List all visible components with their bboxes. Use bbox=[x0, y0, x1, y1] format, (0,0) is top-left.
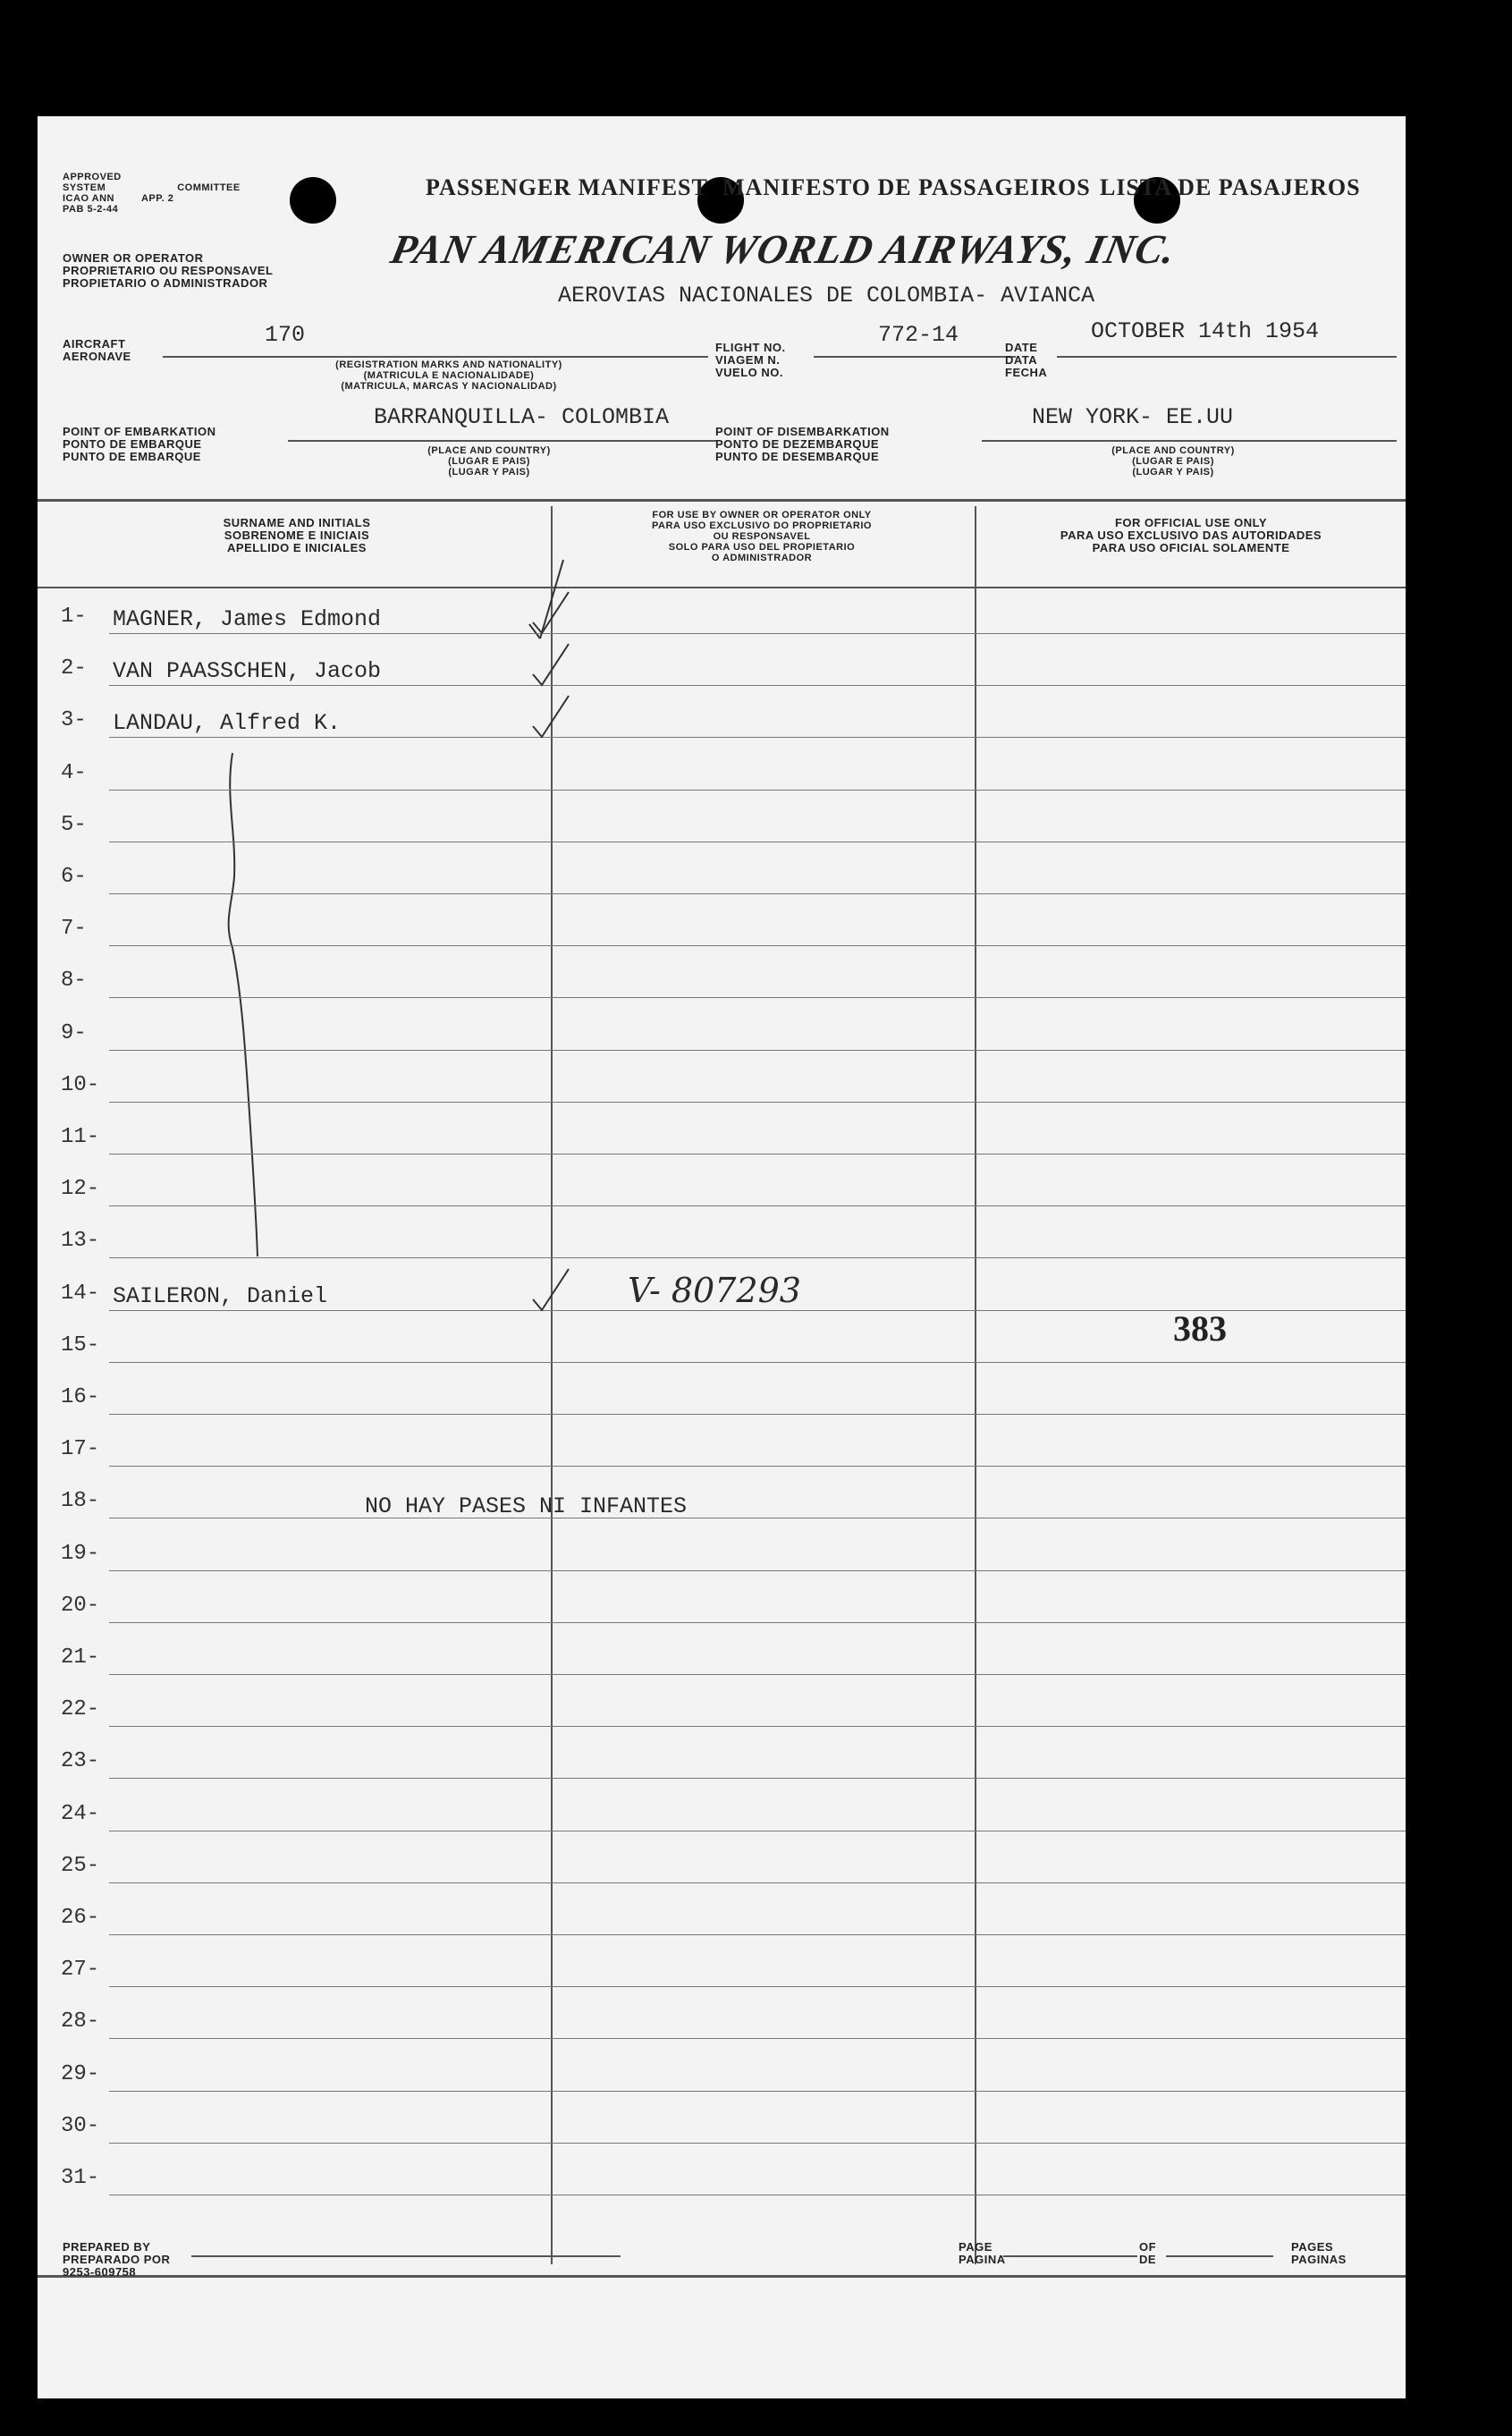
row-line bbox=[109, 1726, 1406, 1727]
row-line bbox=[109, 685, 1406, 686]
approval-line: SYSTEM bbox=[63, 182, 106, 193]
aircraft-sub-line: (MATRICULA E NACIONALIDADE) bbox=[363, 370, 535, 381]
row-number: 5- bbox=[61, 813, 87, 837]
page-label-line: PAGINA bbox=[959, 2253, 1006, 2266]
row-line bbox=[109, 1257, 1406, 1258]
row-number: 14- bbox=[61, 1281, 100, 1306]
row-number: 26- bbox=[61, 1906, 100, 1930]
embark-label: PONTO DE EMBARQUE bbox=[63, 437, 202, 451]
prepared-label: PREPARED BY bbox=[63, 2240, 151, 2254]
owner-label: OWNER OR OPERATOR bbox=[63, 251, 204, 265]
col-header-line: PARA USO OFICIAL SOLAMENTE bbox=[1092, 541, 1290, 554]
approval-line: PAB 5-2-44 bbox=[63, 204, 119, 215]
row-number: 9- bbox=[61, 1021, 87, 1045]
row-line bbox=[109, 1882, 1406, 1883]
title-spanish: LISTA DE PASAJEROS bbox=[1100, 174, 1361, 200]
of-label bbox=[1139, 2241, 1156, 2266]
row-number: 19- bbox=[61, 1542, 100, 1566]
pages-label-line: PAGINAS bbox=[1291, 2253, 1347, 2266]
row-line bbox=[109, 1778, 1406, 1779]
title-english: PASSENGER MANIFEST bbox=[426, 174, 708, 200]
bracket-mark bbox=[229, 753, 258, 1256]
stamp-number: 383 bbox=[1173, 1308, 1227, 1349]
row-line bbox=[109, 1414, 1406, 1415]
row-line bbox=[109, 737, 1406, 738]
disembark-sub-line: (LUGAR Y PAIS) bbox=[1132, 467, 1214, 478]
owner-label: PROPRIETARIO OU RESPONSAVEL bbox=[63, 264, 274, 277]
row-number: 28- bbox=[61, 2009, 100, 2034]
disembark-label: PUNTO DE DESEMBARQUE bbox=[715, 450, 880, 463]
prepared-label: PREPARADO POR bbox=[63, 2253, 171, 2266]
col-header-line: PARA USO EXCLUSIVO DO PROPRIETARIO bbox=[652, 520, 872, 531]
col-header-line: SURNAME AND INITIALS bbox=[223, 516, 371, 529]
of-label-line: OF bbox=[1139, 2240, 1157, 2254]
flight-label: FLIGHT NO. bbox=[715, 341, 786, 354]
approval-line: ICAO ANN bbox=[63, 193, 114, 204]
check-mark bbox=[529, 587, 583, 640]
row-number: 16- bbox=[61, 1385, 100, 1409]
embark-label: POINT OF EMBARKATION bbox=[63, 425, 216, 438]
passenger-name: SAILERON, Daniel bbox=[113, 1283, 328, 1309]
flight-value: 772-14 bbox=[878, 322, 959, 348]
col-header-line: FOR OFFICIAL USE ONLY bbox=[1114, 516, 1268, 529]
disembark-label: PONTO DE DEZEMBARQUE bbox=[715, 437, 880, 451]
row-number: 1- bbox=[61, 605, 87, 629]
row-line bbox=[109, 1986, 1406, 1987]
date-value: OCTOBER 14th 1954 bbox=[1091, 318, 1320, 344]
row-line bbox=[109, 1310, 1406, 1311]
row-number: 10- bbox=[61, 1073, 100, 1097]
of-label-line: DE bbox=[1139, 2253, 1157, 2266]
row-line bbox=[109, 633, 1406, 634]
row-number: 21- bbox=[61, 1645, 100, 1670]
passenger-name: VAN PAASSCHEN, Jacob bbox=[113, 658, 382, 684]
row-line bbox=[109, 1934, 1406, 1935]
row-number: 25- bbox=[61, 1854, 100, 1878]
row-number: 27- bbox=[61, 1958, 100, 1982]
page-label-line: PAGE bbox=[959, 2240, 993, 2254]
pages-label-line: PAGES bbox=[1291, 2240, 1334, 2254]
row-line bbox=[109, 945, 1406, 946]
remark-text: NO HAY PASES NI INFANTES bbox=[365, 1493, 688, 1519]
row-line bbox=[109, 1570, 1406, 1571]
row-line bbox=[109, 1154, 1406, 1155]
prepared-line bbox=[191, 2255, 621, 2257]
row-number: 6- bbox=[61, 865, 87, 889]
owner-typed: AEROVIAS NACIONALES DE COLOMBIA- AVIANCA bbox=[558, 283, 1095, 309]
disembark-sub-line: (LUGAR E PAIS) bbox=[1132, 456, 1214, 467]
row-number: 3- bbox=[61, 708, 87, 732]
aircraft-sub-line: (REGISTRATION MARKS AND NATIONALITY) bbox=[335, 359, 562, 370]
aircraft-sub-line: (MATRICULA, MARCAS Y NACIONALIDAD) bbox=[341, 381, 557, 392]
flight-label: VIAGEM N. bbox=[715, 353, 781, 367]
row-number: 17- bbox=[61, 1437, 100, 1461]
row-number: 18- bbox=[61, 1489, 100, 1513]
manifest-sheet bbox=[38, 116, 1406, 2398]
col-header-line: FOR USE BY OWNER OR OPERATOR ONLY bbox=[652, 510, 872, 520]
col-header-line: O ADMINISTRADOR bbox=[711, 553, 813, 563]
row-number: 15- bbox=[61, 1333, 100, 1358]
passenger-name: MAGNER, James Edmond bbox=[113, 606, 382, 632]
row-number: 8- bbox=[61, 968, 87, 993]
row-number: 11- bbox=[61, 1125, 100, 1149]
row-line bbox=[109, 2143, 1406, 2144]
row-line bbox=[109, 997, 1406, 998]
row-number: 4- bbox=[61, 761, 87, 785]
handwritten-note: V- 807293 bbox=[628, 1271, 801, 1310]
col-header-line: SOLO PARA USO DEL PROPIETARIO bbox=[668, 542, 856, 553]
row-number: 30- bbox=[61, 2114, 100, 2138]
embark-sub-line: (LUGAR Y PAIS) bbox=[448, 467, 530, 478]
approval-line: APPROVED bbox=[63, 172, 122, 182]
check-mark bbox=[529, 690, 583, 744]
row-line bbox=[109, 1674, 1406, 1675]
footer-top-line bbox=[38, 2275, 1406, 2278]
of-line bbox=[1166, 2255, 1273, 2257]
row-line bbox=[109, 790, 1406, 791]
passenger-name: LANDAU, Alfred K. bbox=[113, 710, 342, 736]
row-number: 20- bbox=[61, 1594, 100, 1618]
approval-line: COMMITTEE bbox=[177, 182, 241, 193]
row-number: 29- bbox=[61, 2062, 100, 2086]
page-label bbox=[959, 2241, 1006, 2266]
col-header-line: OU RESPONSAVEL bbox=[713, 531, 811, 542]
row-number: 2- bbox=[61, 656, 87, 681]
check-mark bbox=[529, 1264, 583, 1317]
col-header-line: SOBRENOME E INICIAIS bbox=[224, 529, 370, 542]
aircraft-value: 170 bbox=[265, 322, 306, 348]
row-number: 7- bbox=[61, 917, 87, 941]
row-line bbox=[109, 1362, 1406, 1363]
date-label: DATA bbox=[1005, 353, 1038, 367]
col-header-line: APELLIDO E INICIALES bbox=[227, 541, 367, 554]
form-number: 9253-609758 bbox=[63, 2265, 137, 2279]
disembark-sub-line: (PLACE AND COUNTRY) bbox=[1111, 445, 1235, 456]
row-number: 12- bbox=[61, 1177, 100, 1201]
col-header-line: PARA USO EXCLUSIVO DAS AUTORIDADES bbox=[1060, 529, 1322, 542]
disembark-label: POINT OF DISEMBARKATION bbox=[715, 425, 890, 438]
row-number: 22- bbox=[61, 1697, 100, 1721]
owner-label: PROPIETARIO O ADMINISTRADOR bbox=[63, 276, 268, 290]
row-number: 23- bbox=[61, 1749, 100, 1773]
row-line bbox=[109, 1050, 1406, 1051]
title-portuguese: MANIFESTO DE PASSAGEIROS bbox=[722, 174, 1091, 200]
prepared-block bbox=[63, 2241, 170, 2279]
page-line bbox=[1003, 2255, 1137, 2257]
approval-line: APP. 2 bbox=[140, 193, 174, 204]
date-label: FECHA bbox=[1005, 366, 1048, 379]
embark-label: PUNTO DE EMBARQUE bbox=[63, 450, 201, 463]
row-line bbox=[109, 2091, 1406, 2092]
disembark-value: NEW YORK- EE.UU bbox=[1032, 404, 1234, 430]
embark-sub-line: (PLACE AND COUNTRY) bbox=[427, 445, 551, 456]
row-line bbox=[109, 1622, 1406, 1623]
row-line bbox=[109, 1205, 1406, 1206]
row-line bbox=[109, 1466, 1406, 1467]
row-number: 13- bbox=[61, 1229, 100, 1253]
row-number: 24- bbox=[61, 1802, 100, 1826]
embark-value: BARRANQUILLA- COLOMBIA bbox=[374, 404, 670, 430]
row-number: 31- bbox=[61, 2166, 100, 2190]
flight-label: VUELO NO. bbox=[715, 366, 784, 379]
row-line bbox=[109, 893, 1406, 894]
row-line bbox=[109, 1102, 1406, 1103]
aircraft-label: AIRCRAFT bbox=[63, 337, 126, 351]
embark-sub-line: (LUGAR E PAIS) bbox=[448, 456, 530, 467]
check-mark bbox=[529, 639, 583, 692]
row-line bbox=[109, 2038, 1406, 2039]
pages-label bbox=[1291, 2241, 1347, 2266]
date-label: DATE bbox=[1005, 341, 1038, 354]
company-logo: PAN AMERICAN WORLD AIRWAYS, INC. bbox=[386, 226, 1180, 272]
aircraft-label: AERONAVE bbox=[63, 350, 131, 363]
